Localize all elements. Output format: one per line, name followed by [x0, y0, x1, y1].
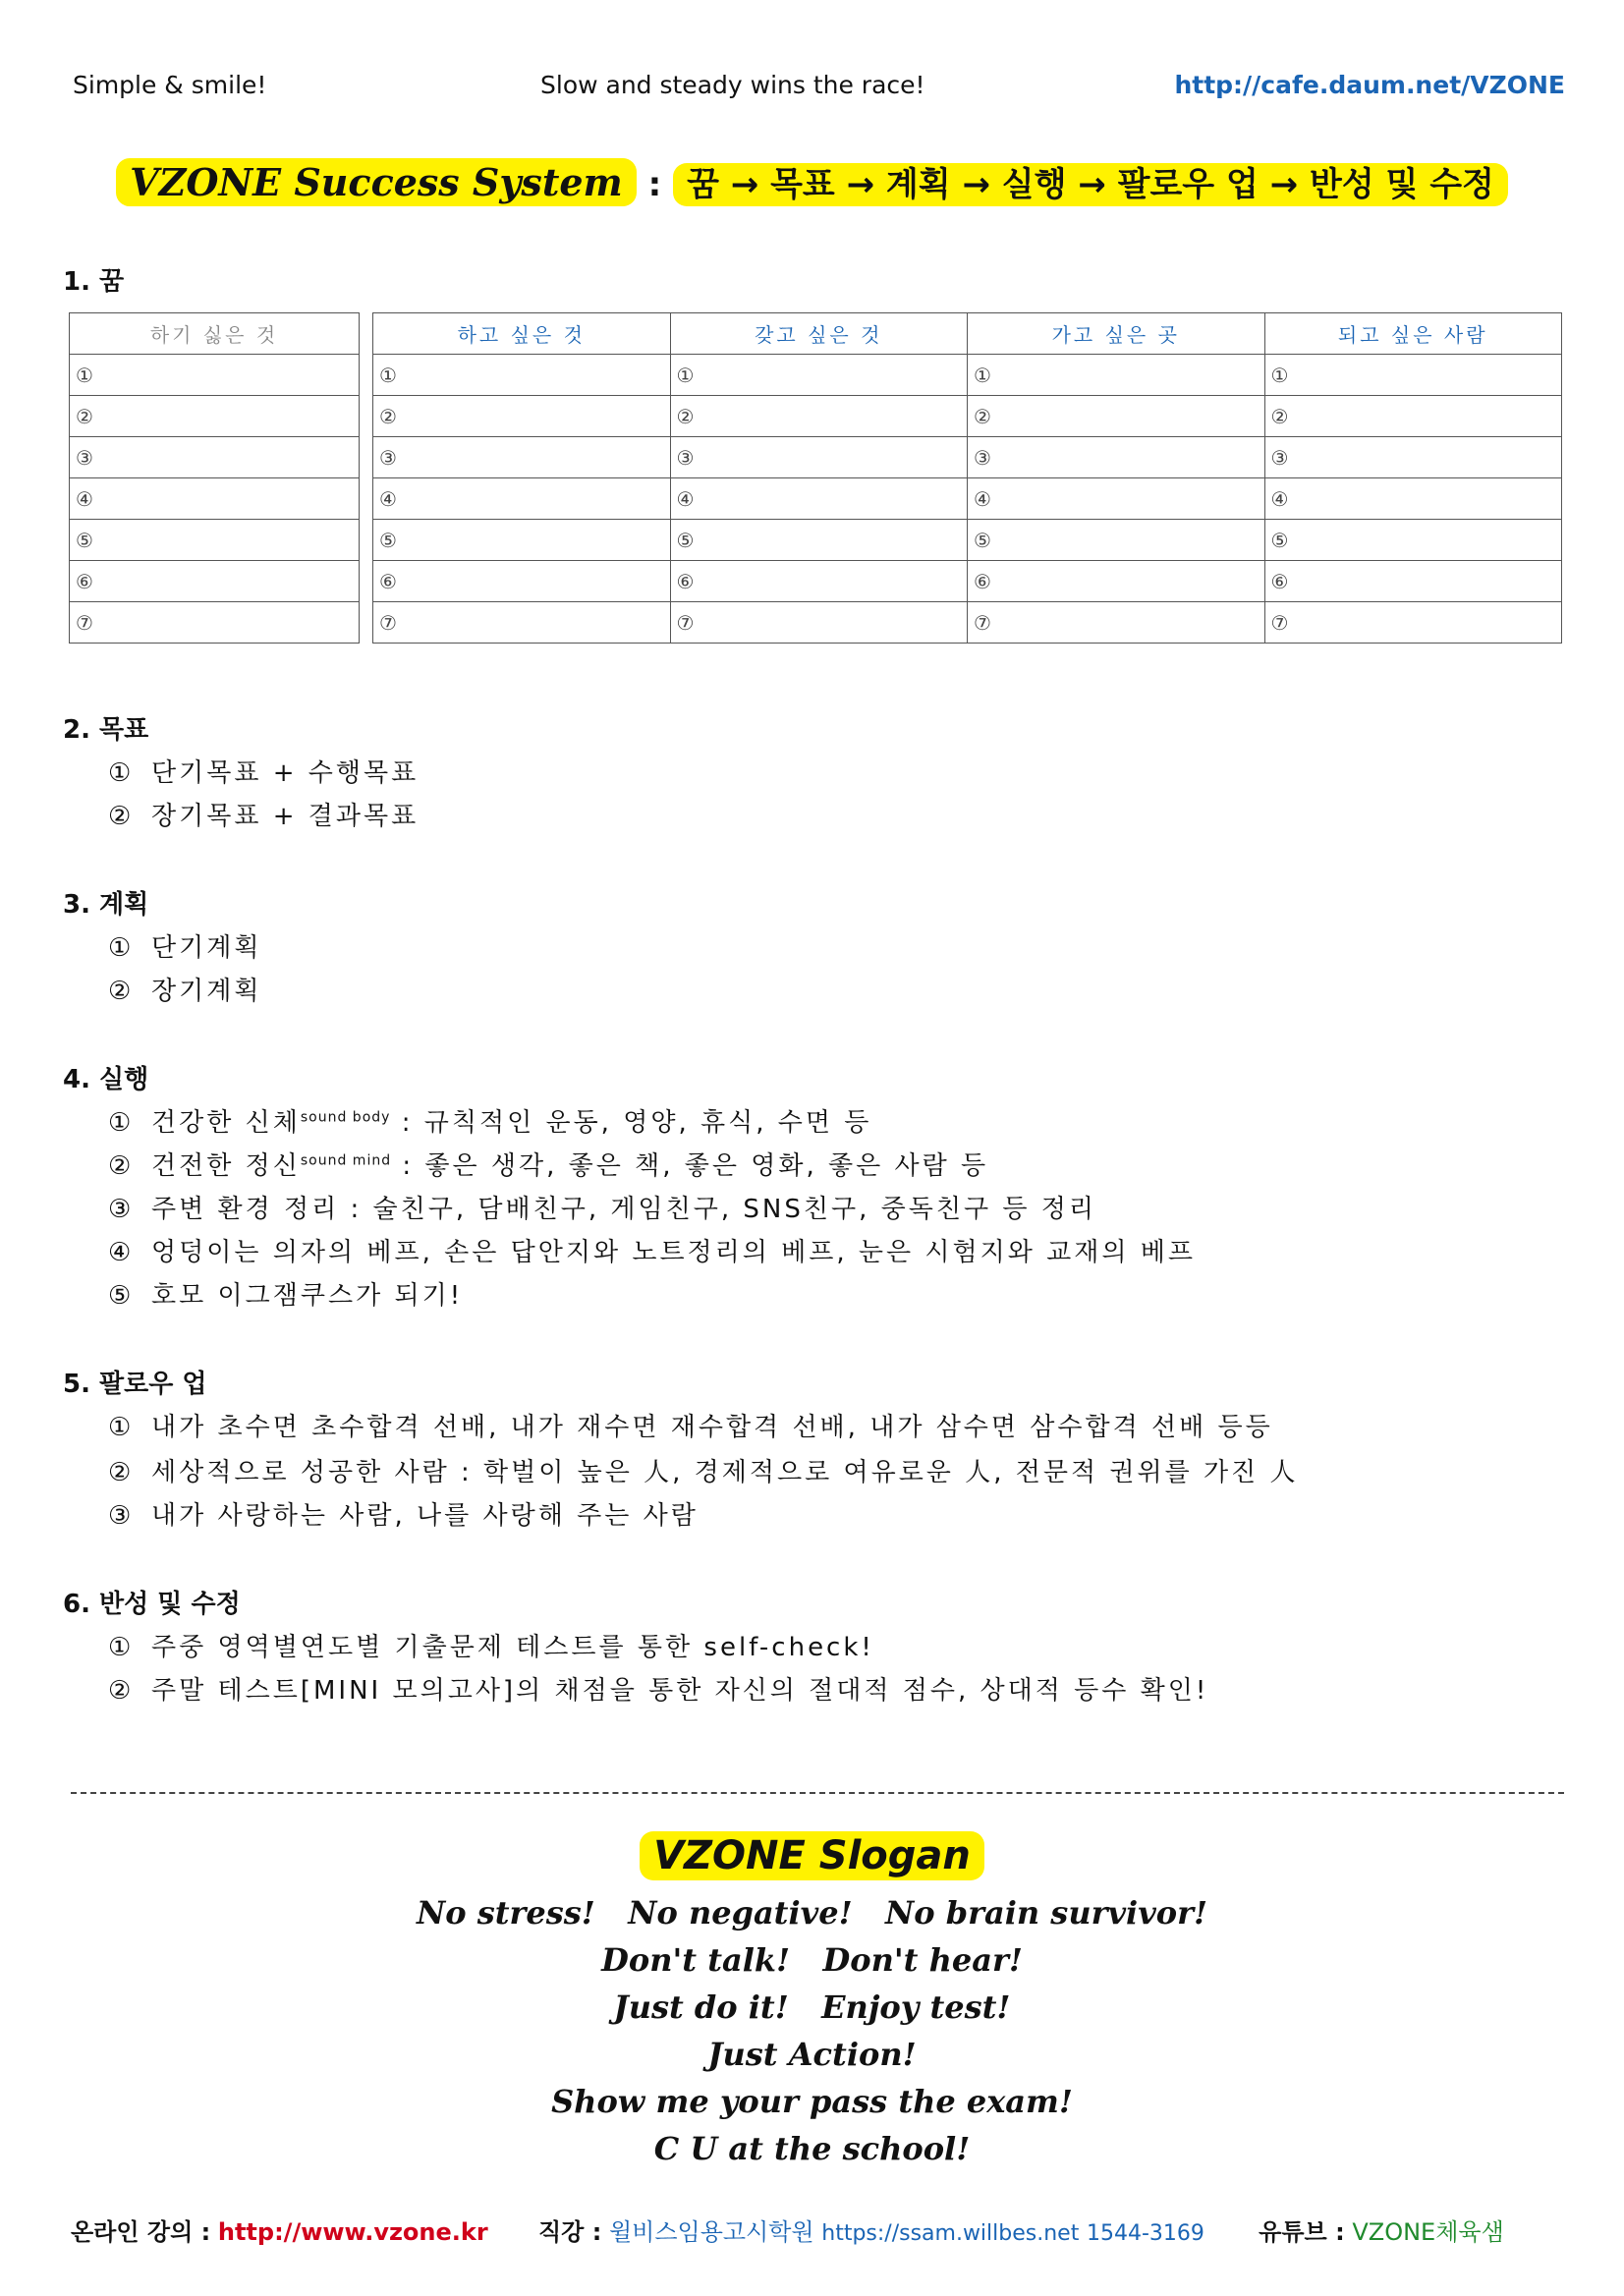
- slogan-line: Just do it! Enjoy test!: [613, 1988, 1011, 2026]
- table-cell[interactable]: ④: [968, 478, 1265, 520]
- table-cell[interactable]: ④: [70, 478, 360, 520]
- title-brand: VZONE Success System: [116, 158, 637, 206]
- header-center-motto: Slow and steady wins the race!: [540, 71, 925, 99]
- table-cell[interactable]: ⑤: [1264, 520, 1562, 561]
- direct-lecture-label: 직강 :: [537, 2218, 602, 2246]
- wish-header-have: 갖고 싶은 것: [670, 313, 968, 355]
- table-row: [70, 478, 360, 520]
- table-row: [70, 561, 360, 602]
- table-cell[interactable]: ③: [670, 437, 968, 478]
- section-3-heading: 3. 계획: [63, 890, 149, 920]
- table-row: [373, 520, 1562, 561]
- list-item: ② 세상적으로 성공한 사람 : 학벌이 높은 人, 경제적으로 여유로운 人, 전문적 권위를 가진 人: [108, 1458, 1299, 1487]
- table-cell[interactable]: ⑤: [968, 520, 1265, 561]
- section-1-heading: 1. 꿈: [63, 267, 125, 297]
- table-cell[interactable]: ③: [373, 437, 671, 478]
- table-row: [70, 602, 360, 644]
- header-cafe-link[interactable]: http://cafe.daum.net/VZONE: [1174, 71, 1565, 99]
- list-item: ② 장기계획: [108, 977, 262, 1006]
- table-cell[interactable]: ⑦: [373, 602, 671, 644]
- online-lecture-link[interactable]: http://www.vzone.kr: [217, 2218, 488, 2246]
- table-cell[interactable]: ③: [70, 437, 360, 478]
- table-row: [70, 520, 360, 561]
- youtube-label: 유튜브 :: [1259, 2218, 1345, 2246]
- list-item: ④ 엉덩이는 의자의 베프, 손은 답안지와 노트정리의 베프, 눈은 시험지와 교재의 베프: [108, 1238, 1197, 1267]
- dislike-header: 하기 싫은 것: [70, 313, 360, 355]
- table-cell[interactable]: ⑥: [968, 561, 1265, 602]
- table-cell[interactable]: ①: [968, 355, 1265, 396]
- table-cell[interactable]: ①: [373, 355, 671, 396]
- section-4-heading: 4. 실행: [63, 1065, 149, 1094]
- table-cell[interactable]: ①: [670, 355, 968, 396]
- table-cell[interactable]: ②: [373, 396, 671, 437]
- list-item: ⑤ 호모 이그잼쿠스가 되기!: [108, 1281, 464, 1311]
- slogan-title: VZONE Slogan: [0, 1833, 1624, 1878]
- table-cell[interactable]: ③: [1264, 437, 1562, 478]
- table-cell[interactable]: ④: [373, 478, 671, 520]
- table-cell[interactable]: ①: [70, 355, 360, 396]
- table-cell[interactable]: ②: [1264, 396, 1562, 437]
- title-colon: :: [647, 165, 662, 204]
- table-cell[interactable]: ④: [670, 478, 968, 520]
- dashed-divider: [71, 1792, 1564, 1794]
- academy-name: 윌비스임용고시학원: [608, 2218, 814, 2246]
- table-row: [373, 561, 1562, 602]
- wish-header-do: 하고 싶은 것: [373, 313, 671, 355]
- footer: [71, 2212, 1564, 2247]
- table-cell[interactable]: ⑥: [373, 561, 671, 602]
- wishes-table: [372, 312, 1562, 644]
- academy-phone: 1544-3169: [1086, 2221, 1204, 2246]
- slogan-line: No stress! No negative! No brain survivor!: [416, 1894, 1208, 1932]
- academy-link[interactable]: https://ssam.willbes.net: [821, 2221, 1080, 2246]
- table-row: [373, 355, 1562, 396]
- table-row: [70, 355, 360, 396]
- list-item: ② 건전한 정신$^{sound mind}$ : 좋은 생각, 좋은 책, 좋은 영화, 좋은 사람 등: [108, 1151, 989, 1181]
- section-6-heading: 6. 반성 및 수정: [63, 1590, 241, 1619]
- table-cell[interactable]: ⑦: [70, 602, 360, 644]
- table-cell[interactable]: ④: [1264, 478, 1562, 520]
- list-item: ② 주말 테스트[MINI 모의고사]의 채점을 통한 자신의 절대적 점수, 상대적 등수 확인!: [108, 1676, 1209, 1706]
- table-row: [373, 478, 1562, 520]
- section-2-heading: 2. 목표: [63, 715, 149, 745]
- online-lecture-label: 온라인 강의 :: [71, 2218, 211, 2246]
- table-cell[interactable]: ②: [70, 396, 360, 437]
- table-row: [373, 602, 1562, 644]
- table-row: [70, 437, 360, 478]
- list-item: ① 내가 초수면 초수합격 선배, 내가 재수면 재수합격 선배, 내가 삼수면 삼수합격 선배 등등: [108, 1413, 1273, 1442]
- list-item: ③ 내가 사랑하는 사람, 나를 사랑해 주는 사람: [108, 1501, 699, 1531]
- list-item: ③ 주변 환경 정리 : 술친구, 담배친구, 게임친구, SNS친구, 중독친구 등 정리: [108, 1195, 1096, 1224]
- list-item: ① 단기계획: [108, 933, 262, 963]
- page-title: [0, 157, 1624, 205]
- table-cell[interactable]: ③: [968, 437, 1265, 478]
- table-cell[interactable]: ⑦: [670, 602, 968, 644]
- table-cell[interactable]: ⑦: [968, 602, 1265, 644]
- list-item: ② 장기목표 + 결과목표: [108, 802, 420, 831]
- table-cell[interactable]: ②: [968, 396, 1265, 437]
- table-row: [373, 437, 1562, 478]
- youtube-channel-link[interactable]: VZONE체육샘: [1352, 2218, 1504, 2246]
- table-cell[interactable]: ⑤: [670, 520, 968, 561]
- wish-header-become: 되고 싶은 사람: [1264, 313, 1562, 355]
- header-left-motto: Simple & smile!: [73, 71, 267, 99]
- dislike-table: [69, 312, 360, 644]
- table-cell[interactable]: ⑥: [670, 561, 968, 602]
- table-cell[interactable]: ⑤: [70, 520, 360, 561]
- wish-header-go: 가고 싶은 곳: [968, 313, 1265, 355]
- slogan-line: C U at the school!: [653, 2130, 971, 2167]
- table-cell[interactable]: ①: [1264, 355, 1562, 396]
- table-row: [373, 396, 1562, 437]
- table-cell[interactable]: ⑥: [70, 561, 360, 602]
- slogan-line: Show me your pass the exam!: [551, 2083, 1073, 2120]
- table-cell[interactable]: ②: [670, 396, 968, 437]
- list-item: ① 주중 영역별연도별 기출문제 테스트를 통한 self-check!: [108, 1633, 874, 1662]
- table-cell[interactable]: ⑤: [373, 520, 671, 561]
- slogan-line: Just Action!: [707, 2036, 917, 2073]
- slogan-line: Don't talk! Don't hear!: [601, 1941, 1023, 1979]
- table-cell[interactable]: ⑦: [1264, 602, 1562, 644]
- section-5-heading: 5. 팔로우 업: [63, 1370, 207, 1399]
- list-item: ① 단기목표 + 수행목표: [108, 758, 420, 788]
- table-row: [70, 396, 360, 437]
- list-item: ① 건강한 신체$^{sound body}$ : 규칙적인 운동, 영양, 휴식, 수면 등: [108, 1108, 872, 1138]
- table-cell[interactable]: ⑥: [1264, 561, 1562, 602]
- title-flow: 꿈 → 목표 → 계획 → 실행 → 팔로우 업 → 반성 및 수정: [673, 163, 1508, 206]
